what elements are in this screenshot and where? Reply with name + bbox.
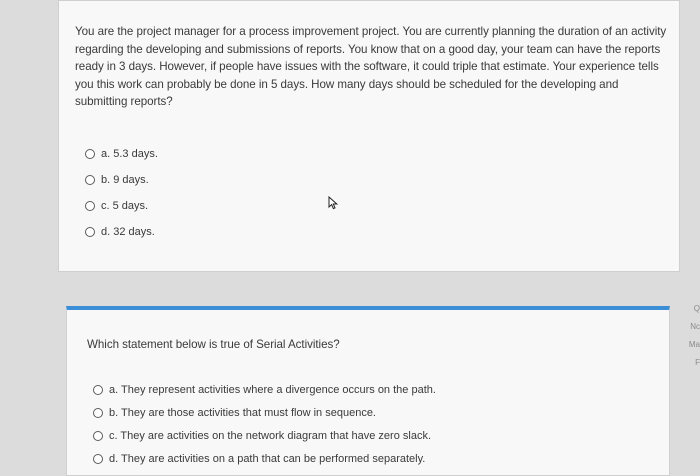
side-panel-line: Ma: [688, 340, 700, 349]
answer-label: b. 9 days.: [101, 174, 149, 186]
answer-option-b[interactable]: [93, 401, 436, 424]
answer-option-a[interactable]: [85, 141, 158, 167]
radio-button[interactable]: [85, 227, 95, 237]
question-text: Which statement below is true of Serial Activities?: [87, 338, 340, 351]
mouse-pointer-icon: [328, 196, 338, 210]
answer-options: [85, 141, 158, 245]
radio-button[interactable]: [93, 408, 103, 418]
radio-button[interactable]: [85, 175, 95, 185]
answer-option-d[interactable]: [85, 219, 158, 245]
radio-button[interactable]: [93, 385, 103, 395]
radio-button[interactable]: [93, 454, 103, 464]
answer-option-b[interactable]: [85, 167, 158, 193]
question-card-2: [66, 306, 670, 476]
side-panel-line: F: [695, 358, 700, 367]
answer-label: b. They are those activities that must flow in sequence.: [109, 406, 376, 419]
answer-option-c[interactable]: [85, 193, 158, 219]
answer-label: c. They are activities on the network diagram that have zero slack.: [109, 429, 432, 442]
radio-button[interactable]: [85, 201, 95, 211]
radio-button[interactable]: [85, 149, 95, 159]
answer-label: a. They represent activities where a divergence occurs on the path.: [109, 383, 436, 396]
radio-button[interactable]: [93, 431, 103, 441]
answer-label: c. 5 days.: [101, 200, 149, 212]
answer-option-a[interactable]: [93, 378, 436, 401]
answer-label: d. 32 days.: [101, 226, 155, 238]
question-card-1: [58, 0, 680, 272]
answer-options: [93, 378, 436, 470]
question-text: You are the project manager for a process improvement project. You are currently planning the duration of an activity regarding the developing and submissions of reports. You know that on a good day, your team can have the reports ready in 3 days. However, if people have issues with the software, it could triple that estimate. Your experience tells you this work can probably be done in 5 days. How many days should be scheduled for the developing and submitting reports?: [75, 25, 667, 109]
side-panel-line: Nc: [690, 322, 700, 331]
side-panel-line: Q: [693, 304, 700, 313]
answer-label: d. They are activities on a path that can be performed separately.: [109, 452, 426, 465]
answer-option-c[interactable]: [93, 424, 436, 447]
side-panel: [680, 300, 700, 372]
answer-label: a. 5.3 days.: [101, 148, 158, 160]
